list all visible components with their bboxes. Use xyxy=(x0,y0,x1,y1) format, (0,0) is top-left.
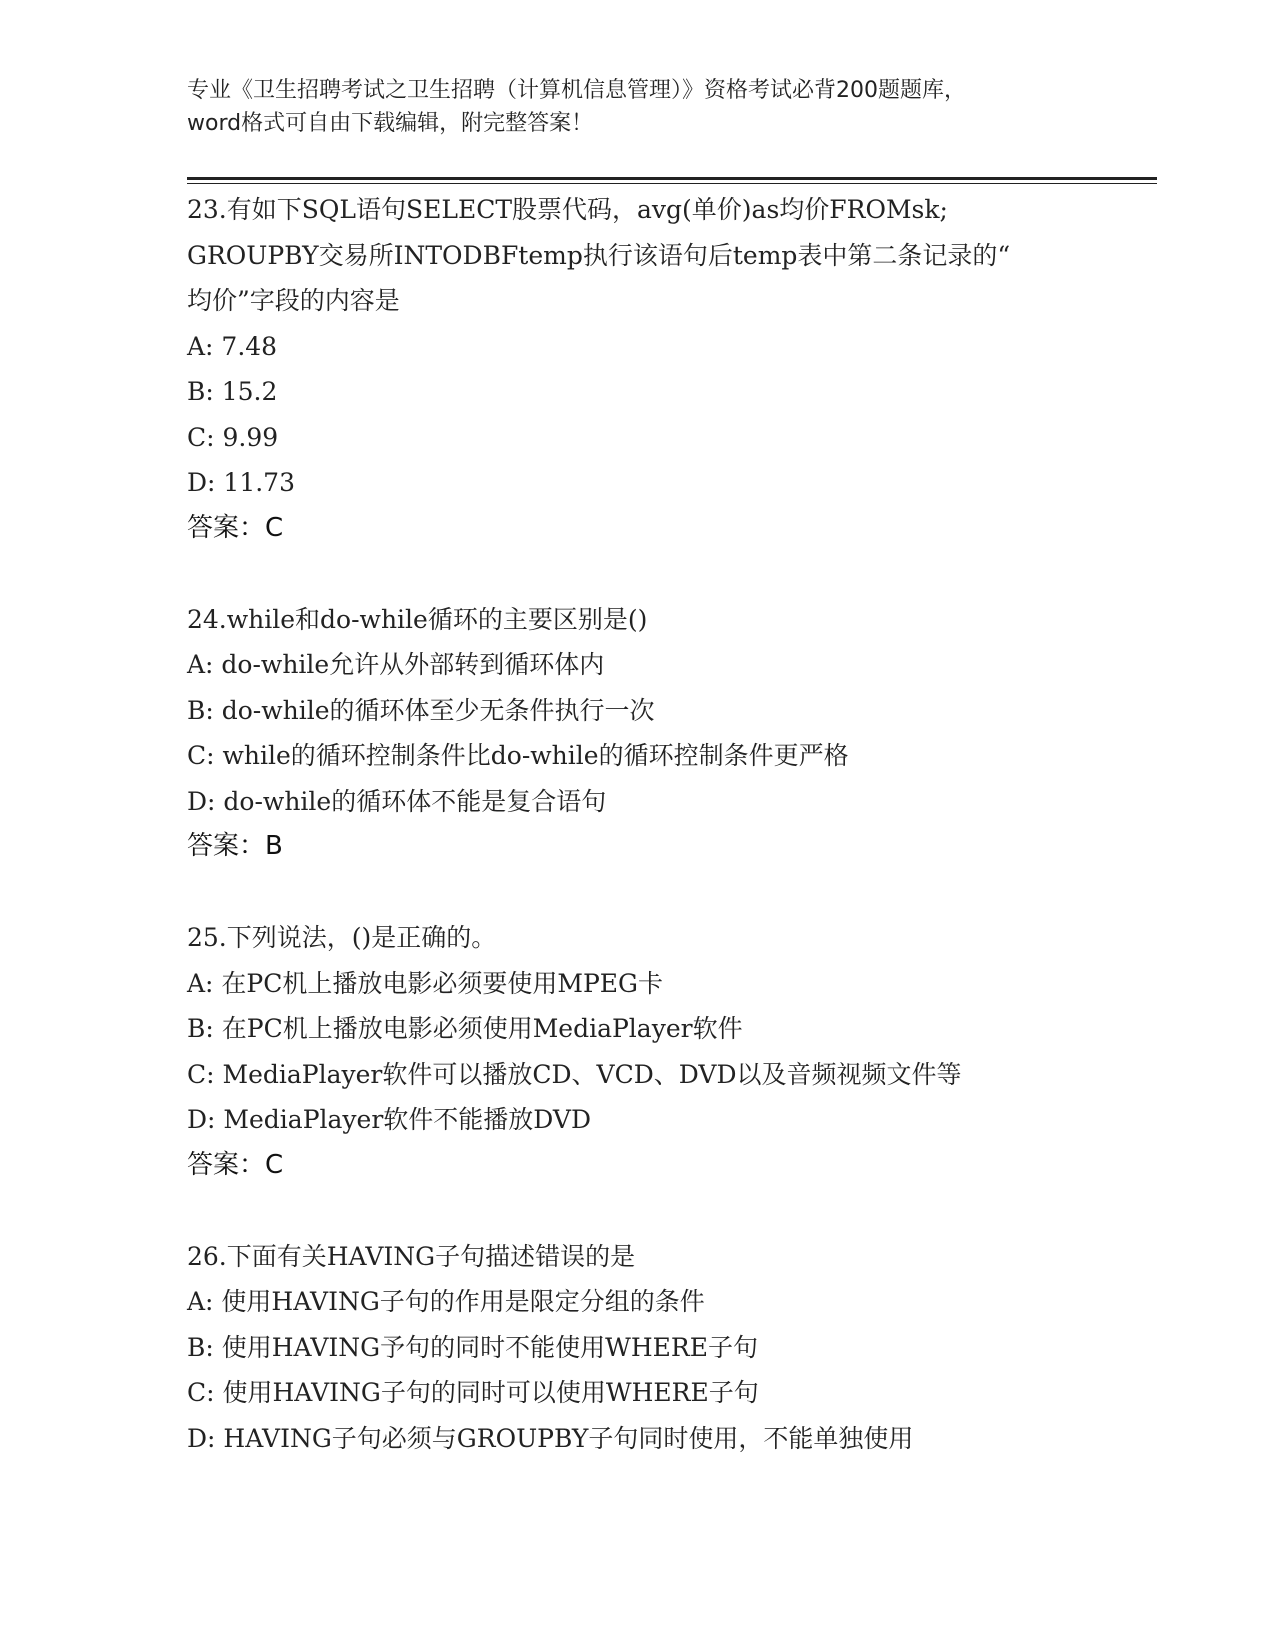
option-b: B: 在PC机上播放电影必须使用MediaPlayer软件 xyxy=(187,1014,743,1043)
question-list xyxy=(187,187,1107,1461)
question-stem-line: 24.while和do-while循环的主要区别是() xyxy=(187,604,648,634)
question-stem-line: GROUPBY交易所INTODBFtemp执行该语句后temp表中第二条记录的“ xyxy=(187,240,1011,270)
question-stem-line: 26.下面有关HAVING子句描述错误的是 xyxy=(187,1241,636,1271)
option-a: A: 使用HAVING子句的作用是限定分组的条件 xyxy=(187,1287,705,1316)
option-a: A: 7.48 xyxy=(187,331,278,361)
answer-label: 答案：B xyxy=(187,831,283,861)
header-line-2: word格式可自由下载编辑，附完整答案！ xyxy=(187,111,594,136)
option-c: C: MediaPlayer软件可以播放CD、VCD、DVD以及音频视频文件等 xyxy=(187,1059,962,1089)
question-26 xyxy=(187,1234,1107,1462)
option-d: D: do-while的循环体不能是复合语句 xyxy=(187,786,607,816)
question-25 xyxy=(187,915,1107,1188)
header-divider-thin xyxy=(187,183,1157,184)
question-23 xyxy=(187,187,1107,551)
option-c: C: while的循环控制条件比do-while的循环控制条件更严格 xyxy=(187,741,849,770)
question-spacer xyxy=(187,870,1107,916)
option-b: B: do-while的循环体至少无条件执行一次 xyxy=(187,695,655,725)
header-line-1: 专业《卫生招聘考试之卫生招聘（计算机信息管理）》资格考试必背200题题库， xyxy=(187,78,966,103)
option-c: C: 9.99 xyxy=(187,422,279,452)
answer-label: 答案：C xyxy=(187,1149,284,1180)
option-a: A: 在PC机上播放电影必须要使用MPEG卡 xyxy=(187,968,664,998)
question-spacer xyxy=(187,1188,1107,1234)
header-divider-thick xyxy=(187,177,1157,180)
option-d: D: HAVING子句必须与GROUPBY子句同时使用，不能单独使用 xyxy=(187,1423,914,1453)
question-stem-line: 均价”字段的内容是 xyxy=(187,286,400,315)
question-24 xyxy=(187,597,1107,870)
option-d: D: 11.73 xyxy=(187,468,295,497)
question-stem-line: 25.下列说法，()是正确的。 xyxy=(187,923,497,952)
option-c: C: 使用HAVING子句的同时可以使用WHERE子句 xyxy=(187,1378,759,1407)
option-b: B: 使用HAVING予句的同时不能使用WHERE子句 xyxy=(187,1332,758,1362)
option-a: A: do-while允许从外部转到循环体内 xyxy=(187,650,605,679)
question-spacer xyxy=(187,551,1107,597)
answer-label: 答案：C xyxy=(187,512,284,543)
question-stem-line: 23.有如下SQL语句SELECT股票代码，avg(单价)as均价FROMsk; xyxy=(187,195,948,224)
document-header xyxy=(187,74,1107,140)
option-d: D: MediaPlayer软件不能播放DVD xyxy=(187,1105,592,1134)
option-b: B: 15.2 xyxy=(187,377,278,406)
